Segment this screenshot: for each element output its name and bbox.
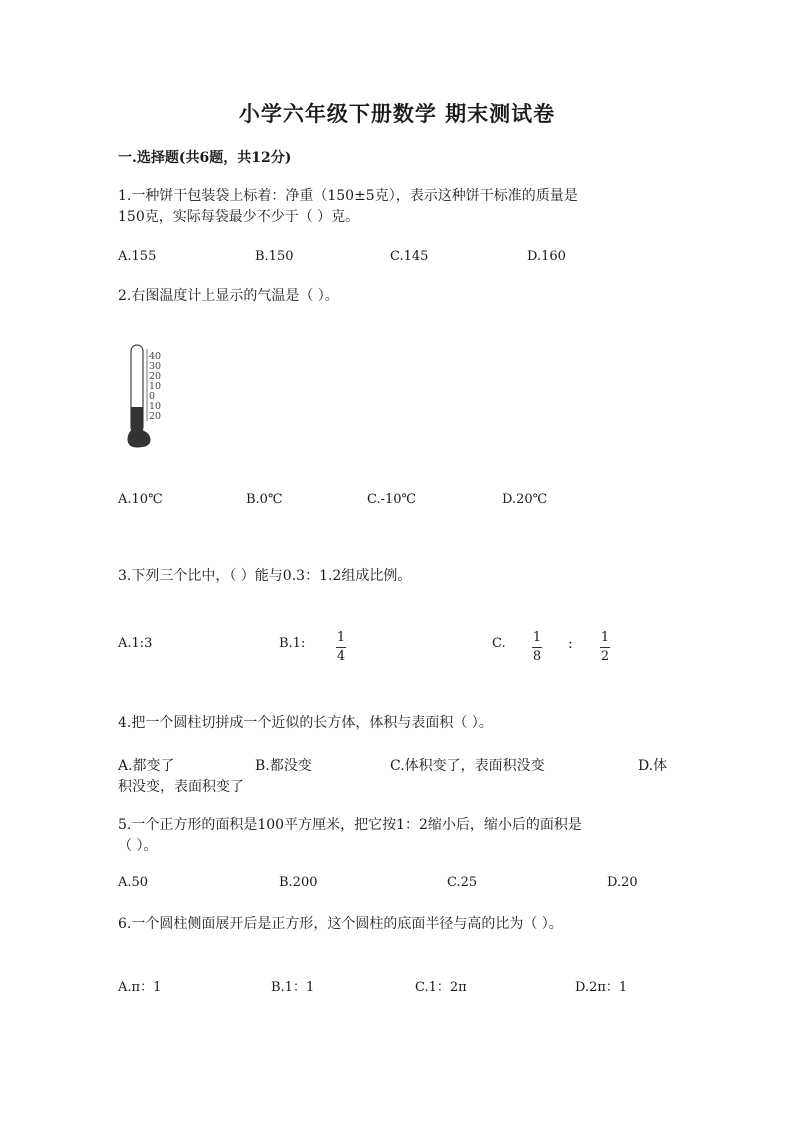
scale-label: 0 — [149, 391, 156, 402]
q2-option-c[interactable]: C.-10℃ — [367, 492, 417, 507]
q5-option-a[interactable]: A.50 — [118, 875, 149, 890]
q5-option-c[interactable]: C.25 — [447, 875, 478, 890]
q5-option-b[interactable]: B.200 — [279, 875, 318, 890]
scale-label: 20 — [149, 411, 162, 422]
q3-option-c-fraction-1 — [532, 631, 542, 664]
q4-option-a[interactable]: A.都变了 — [118, 758, 175, 774]
fraction-bar — [336, 647, 346, 648]
scale-label: 10 — [149, 381, 162, 392]
q5-option-d[interactable]: D.20 — [607, 875, 638, 890]
scale-label: 40 — [149, 351, 162, 362]
q4-option-d[interactable]: D.体 — [638, 758, 668, 774]
q4-option-c[interactable]: C.体积变了，表面积没变 — [390, 758, 545, 774]
question-5-line-2: （ ）。 — [118, 838, 158, 854]
question-5-line-1: 5.一个正方形的面积是100平方厘米，把它按1：2缩小后，缩小后的面积是 — [118, 817, 582, 833]
q1-option-d[interactable]: D.160 — [527, 249, 566, 264]
thermometer-figure — [124, 343, 174, 453]
question-2-text: 2.右图温度计上显示的气温是（ ）。 — [118, 288, 339, 304]
fraction-bar — [532, 647, 542, 648]
q2-option-b[interactable]: B.0℃ — [246, 492, 283, 507]
q1-option-c[interactable]: C.145 — [390, 249, 429, 264]
fraction-numerator: 1 — [336, 630, 346, 645]
q3-option-b-fraction — [336, 631, 346, 664]
fraction-bar — [600, 647, 610, 648]
scale-label: 20 — [149, 371, 162, 382]
question-3-text: 3.下列三个比中，（ ）能与0.3：1.2组成比例。 — [118, 568, 412, 584]
q6-option-d[interactable]: D.2π：1 — [575, 980, 628, 995]
q2-option-d[interactable]: D.20℃ — [502, 492, 548, 507]
q3-option-a[interactable]: A.1:3 — [118, 636, 153, 651]
q6-option-a[interactable]: A.π：1 — [118, 980, 162, 995]
question-1-line-2: 150克，实际每袋最少不少于（ ）克。 — [118, 209, 360, 225]
q1-option-a[interactable]: A.155 — [118, 249, 157, 264]
fraction-denominator: 2 — [600, 649, 610, 664]
page-title: 小学六年级下册数学 期末测试卷 — [238, 101, 556, 126]
q1-option-b[interactable]: B.150 — [255, 249, 294, 264]
q3-option-c-fraction-2 — [600, 631, 610, 664]
question-1-line-1: 1.一种饼干包装袋上标着：净重（150±5克），表示这种饼干标准的质量是 — [118, 188, 578, 204]
q4-option-d-continued: 积没变，表面积变了 — [118, 779, 244, 795]
fraction-numerator: 1 — [532, 630, 542, 645]
q3-option-c-colon: : — [568, 636, 573, 652]
question-4-text: 4.把一个圆柱切拼成一个近似的长方体，体积与表面积（ ）。 — [118, 715, 493, 731]
scale-label: 30 — [149, 361, 162, 372]
q2-option-a[interactable]: A.10℃ — [118, 492, 163, 507]
fraction-denominator: 4 — [336, 649, 346, 664]
q3-option-c[interactable]: C. — [492, 636, 506, 651]
q3-option-b[interactable]: B.1: — [279, 636, 306, 651]
section-heading: 一.选择题(共6题，共12分) — [118, 150, 292, 166]
q6-option-c[interactable]: C.1：2π — [415, 980, 467, 995]
thermometer-bulb — [128, 431, 150, 447]
question-6-text: 6.一个圆柱侧面展开后是正方形，这个圆柱的底面半径与高的比为（ ）。 — [118, 916, 563, 932]
fraction-numerator: 1 — [600, 630, 610, 645]
scale-label: 10 — [149, 401, 162, 412]
fraction-denominator: 8 — [532, 649, 542, 664]
q4-option-b[interactable]: B.都没变 — [255, 758, 312, 774]
q6-option-b[interactable]: B.1：1 — [271, 980, 315, 995]
